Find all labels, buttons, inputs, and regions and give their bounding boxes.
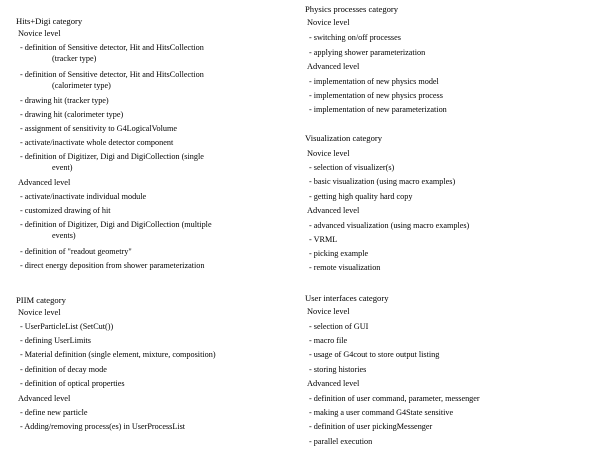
- list-item: - definition of decay mode: [20, 365, 107, 374]
- list-item: - definition of Sensitive detector, Hit and HitsCollection: [20, 43, 204, 52]
- list-item: - direct energy deposition from shower parameterization: [20, 261, 205, 270]
- list-item: - assignment of sensitivity to G4LogicalVolume: [20, 124, 177, 133]
- list-item-continuation: (calorimeter type): [52, 81, 111, 90]
- list-item: - usage of G4cout to store output listing: [309, 350, 440, 359]
- list-item: - customized drawing of hit: [20, 206, 111, 215]
- level-label: Advanced level: [307, 206, 360, 215]
- list-item: - definition of "readout geometry": [20, 247, 132, 256]
- list-item: - implementation of new parameterization: [309, 105, 447, 114]
- list-item: - definition of user pickingMessenger: [309, 422, 433, 431]
- list-item: - implementation of new physics process: [309, 91, 443, 100]
- list-item: - definition of user command, parameter, messenger: [309, 394, 480, 403]
- level-label: Advanced level: [307, 379, 360, 388]
- list-item: - basic visualization (using macro examples): [309, 177, 456, 186]
- list-item: - drawing hit (tracker type): [20, 96, 109, 105]
- list-item: - define new particle: [20, 408, 88, 417]
- list-item-continuation: events): [52, 231, 76, 240]
- list-item: - definition of Digitizer, Digi and DigiCollection (single: [20, 152, 204, 161]
- category-title: Physics processes category: [305, 4, 399, 14]
- list-item: - Material definition (single element, mixture, composition): [20, 350, 216, 359]
- list-item-continuation: event): [52, 163, 73, 172]
- list-item: - storing histories: [309, 365, 367, 374]
- list-item: - making a user command G4State sensitive: [309, 408, 454, 417]
- list-item: - VRML: [309, 235, 338, 244]
- level-label: Novice level: [307, 149, 350, 158]
- list-item: - advanced visualization (using macro examples): [309, 221, 470, 230]
- list-item: - getting high quality hard copy: [309, 192, 413, 201]
- level-label: Novice level: [18, 29, 61, 38]
- list-item: - drawing hit (calorimeter type): [20, 110, 124, 119]
- level-label: Novice level: [307, 307, 350, 316]
- list-item: - macro file: [309, 336, 348, 345]
- level-label: Advanced level: [307, 62, 360, 71]
- list-item: - selection of GUI: [309, 322, 369, 331]
- list-item-continuation: (tracker type): [52, 54, 97, 63]
- list-item: - switching on/off processes: [309, 33, 401, 42]
- category-title: PIIM category: [16, 295, 66, 305]
- list-item: - remote visualization: [309, 263, 381, 272]
- list-item: - selection of visualizer(s): [309, 163, 395, 172]
- list-item: - defining UserLimits: [20, 336, 91, 345]
- list-item: - picking example: [309, 249, 369, 258]
- list-item: - activate/inactivate whole detector component: [20, 138, 174, 147]
- list-item: - applying shower parameterization: [309, 48, 426, 57]
- level-label: Novice level: [307, 18, 350, 27]
- level-label: Advanced level: [18, 178, 71, 187]
- list-item: - activate/inactivate individual module: [20, 192, 147, 201]
- level-label: Novice level: [18, 308, 61, 317]
- category-title: Visualization category: [305, 133, 383, 143]
- list-item: - Adding/removing process(es) in UserProcessList: [20, 422, 186, 431]
- level-label: Advanced level: [18, 394, 71, 403]
- list-item: - UserParticleList (SetCut()): [20, 322, 114, 331]
- list-item: - implementation of new physics model: [309, 77, 439, 86]
- category-title: Hits+Digi category: [16, 16, 83, 26]
- list-item: - definition of Digitizer, Digi and DigiCollection (multiple: [20, 220, 212, 229]
- list-item: - definition of optical properties: [20, 379, 125, 388]
- list-item: - definition of Sensitive detector, Hit and HitsCollection: [20, 70, 204, 79]
- list-item: - parallel execution: [309, 437, 373, 446]
- category-title: User interfaces category: [305, 293, 389, 303]
